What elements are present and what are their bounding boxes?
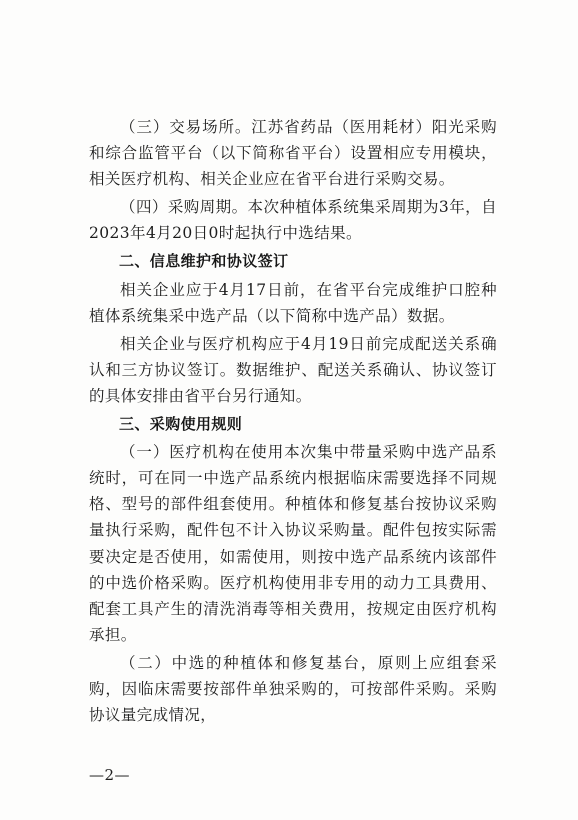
paragraph-procurement-cycle: （四）采购周期。本次种植体系统集采周期为3年，自2023年4月20日0时起执行中选结果。 — [89, 198, 497, 243]
paragraph-agreement-signing: 相关企业与医疗机构应于4月19日前完成配送关系确认和三方协议签订。数据维护、配送关系确认、协议签订的具体安排由省平台另行通知。 — [89, 334, 497, 405]
paragraph-rule-two: （二）中选的种植体和修复基台，原则上应组套采购，因临床需要按部件单独采购的，可按部件采购。采购协议量完成情况， — [89, 653, 497, 725]
section-heading-info-maintenance: 二、信息维护和协议签订 — [119, 252, 289, 271]
page-number: —2— — [89, 766, 131, 784]
document-body — [89, 114, 497, 728]
paragraph-rule-one: （一）医疗机构在使用本次集中带量采购中选产品系统时，可在同一中选产品系统内根据临床需要选择不同规格、型号的部件组套使用。种植体和修复基台按协议采购量执行采购，配件包不计入协议采购量。配件包按实际需要决定是否使用，如需使用，则按中选产品系统内该部件的中选价格采购。医疗机构使用非专用的动力工具费用、配套工具产生的清洗消毒等相关费用，按规定由医疗机构承担。 — [89, 443, 497, 644]
paragraph-data-maintenance: 相关企业应于4月17日前，在省平台完成维护口腔种植体系统集采中选产品（以下简称中选产品）数据。 — [89, 280, 497, 325]
paragraph-trading-venue: （三）交易场所。江苏省药品（医用耗材）阳光采购和综合监管平台（以下简称省平台）设置相应专用模块，相关医疗机构、相关企业应在省平台进行采购交易。 — [89, 118, 497, 189]
section-heading-procurement-rules: 三、采购使用规则 — [119, 415, 243, 434]
